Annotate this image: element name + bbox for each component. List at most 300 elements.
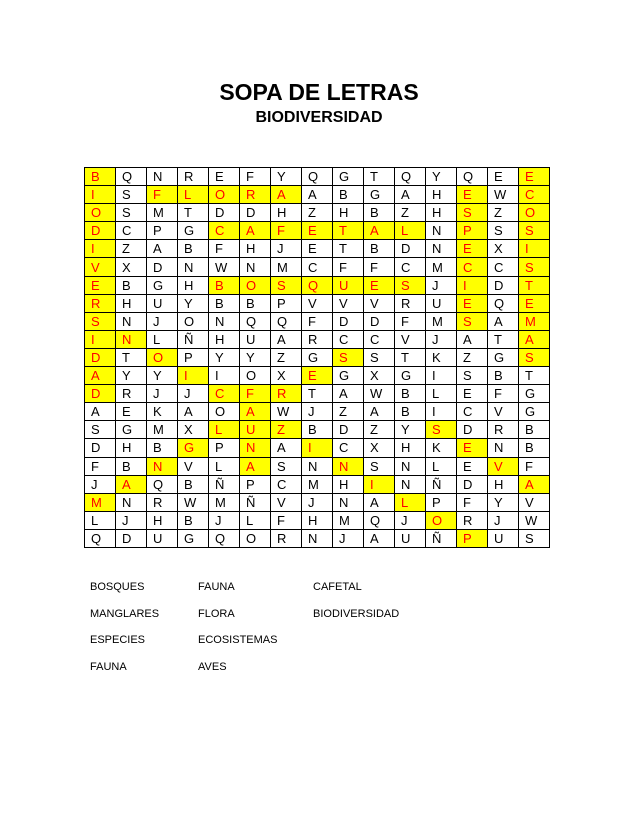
grid-cell: B [240, 294, 271, 312]
grid-cell: V [85, 258, 116, 276]
grid-cell: F [488, 385, 519, 403]
grid-cell: A [333, 385, 364, 403]
grid-cell: B [178, 475, 209, 493]
grid-cell: D [457, 421, 488, 439]
grid-cell: H [271, 204, 302, 222]
grid-cell: I [85, 186, 116, 204]
grid-cell: H [209, 330, 240, 348]
grid-cell: V [302, 294, 333, 312]
grid-cell: G [178, 222, 209, 240]
grid-cell: N [333, 457, 364, 475]
grid-cell: S [457, 367, 488, 385]
grid-cell: E [302, 240, 333, 258]
grid-cell: D [147, 258, 178, 276]
grid-cell: W [519, 511, 550, 529]
grid-row [85, 168, 550, 186]
grid-cell: M [426, 312, 457, 330]
grid-cell: B [364, 240, 395, 258]
grid-cell: S [519, 348, 550, 366]
grid-cell: N [147, 457, 178, 475]
grid-cell: G [488, 348, 519, 366]
grid-cell: L [395, 222, 426, 240]
grid-cell: O [209, 403, 240, 421]
grid-cell: S [519, 222, 550, 240]
grid-cell: Q [488, 294, 519, 312]
grid-cell: I [85, 330, 116, 348]
grid-cell: M [302, 475, 333, 493]
grid-cell: A [302, 186, 333, 204]
grid-cell: G [178, 529, 209, 547]
grid-cell: A [519, 475, 550, 493]
grid-cell: C [209, 222, 240, 240]
grid-cell: E [457, 294, 488, 312]
grid-cell: H [333, 475, 364, 493]
grid-cell: M [271, 258, 302, 276]
grid-cell: B [209, 276, 240, 294]
grid-cell: K [426, 348, 457, 366]
grid-cell: C [457, 258, 488, 276]
grid-cell: G [519, 385, 550, 403]
grid-cell: S [333, 348, 364, 366]
grid-cell: W [488, 186, 519, 204]
grid-cell: A [85, 367, 116, 385]
grid-cell: A [271, 186, 302, 204]
grid-cell: Q [147, 475, 178, 493]
grid-cell: B [519, 421, 550, 439]
grid-cell: H [395, 439, 426, 457]
grid-cell: Q [457, 168, 488, 186]
grid-cell: C [395, 258, 426, 276]
grid-cell: O [147, 348, 178, 366]
grid-cell: P [426, 493, 457, 511]
grid-cell: S [364, 457, 395, 475]
grid-cell: L [395, 493, 426, 511]
grid-cell: C [333, 439, 364, 457]
grid-cell: D [116, 529, 147, 547]
grid-cell: R [116, 385, 147, 403]
grid-cell: D [364, 312, 395, 330]
grid-cell: V [488, 457, 519, 475]
grid-cell: Q [302, 276, 333, 294]
grid-cell: X [116, 258, 147, 276]
grid-cell: E [457, 385, 488, 403]
word-list [90, 580, 433, 686]
grid-cell: N [333, 493, 364, 511]
grid-cell: Q [240, 312, 271, 330]
grid-cell: L [209, 421, 240, 439]
grid-cell: N [426, 222, 457, 240]
word-list-row [90, 633, 433, 660]
grid-cell: A [240, 403, 271, 421]
word-list-item: FAUNA [90, 660, 127, 673]
grid-row [85, 475, 550, 493]
grid-cell: N [116, 493, 147, 511]
grid-cell: C [116, 222, 147, 240]
grid-cell: A [178, 403, 209, 421]
grid-cell: R [147, 493, 178, 511]
grid-cell: D [209, 204, 240, 222]
grid-cell: J [271, 240, 302, 258]
grid-cell: E [519, 294, 550, 312]
grid-cell: H [426, 186, 457, 204]
grid-cell: H [116, 294, 147, 312]
grid-cell: O [178, 312, 209, 330]
grid-cell: M [426, 258, 457, 276]
grid-cell: A [364, 403, 395, 421]
grid-cell: A [364, 222, 395, 240]
grid-cell: C [302, 258, 333, 276]
page-subtitle: BIODIVERSIDAD [255, 109, 383, 126]
grid-cell: T [333, 222, 364, 240]
grid-cell: T [302, 385, 333, 403]
grid-cell: S [519, 529, 550, 547]
grid-cell: M [519, 312, 550, 330]
grid-cell: T [519, 367, 550, 385]
grid-cell: P [178, 348, 209, 366]
grid-cell: E [457, 439, 488, 457]
grid-cell: R [302, 330, 333, 348]
grid-cell: E [85, 276, 116, 294]
grid-cell: T [178, 204, 209, 222]
word-list-row [90, 580, 433, 607]
grid-cell: J [147, 312, 178, 330]
grid-cell: N [302, 457, 333, 475]
grid-cell: T [116, 348, 147, 366]
grid-cell: S [426, 421, 457, 439]
grid-cell: M [333, 511, 364, 529]
grid-cell: J [488, 511, 519, 529]
grid-cell: D [488, 276, 519, 294]
grid-cell: O [519, 204, 550, 222]
grid-cell: D [333, 421, 364, 439]
grid-cell: V [333, 294, 364, 312]
grid-cell: R [240, 186, 271, 204]
grid-row [85, 276, 550, 294]
grid-cell: V [488, 403, 519, 421]
word-search-grid [84, 167, 550, 548]
grid-cell: V [271, 493, 302, 511]
grid-row [85, 457, 550, 475]
grid-cell: U [240, 330, 271, 348]
grid-cell: G [178, 439, 209, 457]
grid-cell: N [395, 475, 426, 493]
word-list-item: FAUNA [198, 581, 235, 593]
grid-cell: O [240, 529, 271, 547]
grid-cell: A [116, 475, 147, 493]
grid-cell: Ñ [240, 493, 271, 511]
grid-row [85, 367, 550, 385]
grid-cell: P [240, 475, 271, 493]
grid-row [85, 348, 550, 366]
grid-cell: P [457, 529, 488, 547]
grid-cell: Z [116, 240, 147, 258]
grid-cell: S [116, 186, 147, 204]
grid-cell: D [85, 222, 116, 240]
grid-cell: B [85, 168, 116, 186]
grid-cell: J [395, 511, 426, 529]
grid-cell: S [364, 348, 395, 366]
grid-cell: O [426, 511, 457, 529]
grid-cell: Q [85, 529, 116, 547]
grid-cell: A [240, 457, 271, 475]
grid-cell: B [395, 403, 426, 421]
grid-row [85, 240, 550, 258]
grid-cell: X [364, 439, 395, 457]
grid-cell: C [364, 330, 395, 348]
grid-cell: Z [302, 204, 333, 222]
grid-row [85, 294, 550, 312]
grid-cell: F [240, 385, 271, 403]
grid-cell: Q [395, 168, 426, 186]
grid-cell: E [457, 457, 488, 475]
grid-cell: G [395, 367, 426, 385]
grid-cell: P [147, 222, 178, 240]
grid-cell: M [147, 421, 178, 439]
grid-cell: I [85, 240, 116, 258]
grid-cell: H [147, 511, 178, 529]
grid-cell: M [209, 493, 240, 511]
grid-cell: V [519, 493, 550, 511]
grid-cell: O [240, 276, 271, 294]
grid-cell: Y [240, 348, 271, 366]
grid-cell: I [178, 367, 209, 385]
word-list-item: CAFETAL [313, 581, 362, 593]
word-list-item: ESPECIES [90, 634, 146, 646]
grid-cell: Q [302, 168, 333, 186]
grid-cell: U [147, 294, 178, 312]
grid-cell: U [240, 421, 271, 439]
grid-cell: J [426, 330, 457, 348]
grid-cell: Z [488, 204, 519, 222]
grid-cell: H [302, 511, 333, 529]
grid-cell: M [85, 493, 116, 511]
grid-cell: B [209, 294, 240, 312]
grid-cell: F [395, 312, 426, 330]
grid-cell: I [426, 367, 457, 385]
grid-row [85, 421, 550, 439]
grid-cell: P [457, 222, 488, 240]
grid-cell: L [209, 457, 240, 475]
grid-cell: J [209, 511, 240, 529]
grid-cell: O [209, 186, 240, 204]
grid-cell: N [209, 312, 240, 330]
grid-cell: N [116, 330, 147, 348]
grid-cell: I [364, 475, 395, 493]
grid-cell: V [395, 330, 426, 348]
grid-cell: R [457, 511, 488, 529]
word-list-item: MANGLARES [90, 607, 160, 620]
grid-cell: F [271, 511, 302, 529]
grid-cell: G [116, 421, 147, 439]
grid-cell: A [395, 186, 426, 204]
grid-cell: A [488, 312, 519, 330]
grid-cell: J [85, 475, 116, 493]
grid-cell: N [147, 168, 178, 186]
grid-cell: T [519, 276, 550, 294]
grid-cell: G [333, 367, 364, 385]
word-list-item: AVES [198, 660, 227, 673]
grid-cell: B [116, 276, 147, 294]
grid-row [85, 385, 550, 403]
grid-cell: W [209, 258, 240, 276]
grid-cell: B [364, 204, 395, 222]
grid-cell: F [85, 457, 116, 475]
grid-cell: Q [209, 529, 240, 547]
grid-cell: A [271, 330, 302, 348]
grid-cell: V [178, 457, 209, 475]
page-title: SOPA DE LETRAS [219, 79, 419, 105]
grid-cell: S [395, 276, 426, 294]
grid-cell: I [426, 403, 457, 421]
grid-cell: N [240, 258, 271, 276]
grid-cell: X [488, 240, 519, 258]
grid-cell: D [85, 439, 116, 457]
grid-cell: F [302, 312, 333, 330]
grid-cell: C [457, 403, 488, 421]
word-list-item: BIODIVERSIDAD [313, 607, 400, 620]
grid-cell: F [333, 258, 364, 276]
word-list-row [90, 660, 433, 687]
grid-cell: R [488, 421, 519, 439]
grid-cell: A [240, 222, 271, 240]
grid-cell: N [116, 312, 147, 330]
grid-cell: H [178, 276, 209, 294]
grid-cell: I [209, 367, 240, 385]
grid-cell: U [395, 529, 426, 547]
word-list-row [90, 607, 433, 634]
grid-cell: R [271, 529, 302, 547]
grid-cell: R [178, 168, 209, 186]
grid-cell: F [457, 493, 488, 511]
grid-cell: N [488, 439, 519, 457]
grid-cell: P [209, 439, 240, 457]
grid-cell: G [519, 403, 550, 421]
grid-cell: Ñ [426, 529, 457, 547]
grid-cell: A [519, 330, 550, 348]
grid-cell: L [426, 385, 457, 403]
grid-cell: P [271, 294, 302, 312]
grid-cell: C [271, 475, 302, 493]
grid-cell: Z [271, 421, 302, 439]
grid-cell: J [147, 385, 178, 403]
grid-cell: D [240, 204, 271, 222]
grid-cell: H [426, 204, 457, 222]
grid-cell: R [85, 294, 116, 312]
grid-cell: Y [271, 168, 302, 186]
grid-row [85, 403, 550, 421]
grid-row [85, 186, 550, 204]
grid-cell: N [240, 439, 271, 457]
grid-cell: L [178, 186, 209, 204]
grid-row [85, 258, 550, 276]
grid-cell: Y [395, 421, 426, 439]
grid-cell: X [364, 367, 395, 385]
grid-cell: E [519, 168, 550, 186]
grid-cell: B [147, 439, 178, 457]
grid-cell: Z [457, 348, 488, 366]
grid-cell: B [395, 385, 426, 403]
grid-cell: L [147, 330, 178, 348]
grid-cell: D [333, 312, 364, 330]
grid-cell: S [271, 276, 302, 294]
grid-cell: U [333, 276, 364, 294]
grid-cell: V [364, 294, 395, 312]
grid-cell: I [519, 240, 550, 258]
grid-cell: L [85, 511, 116, 529]
grid-cell: N [178, 258, 209, 276]
grid-cell: O [240, 367, 271, 385]
grid-cell: B [488, 367, 519, 385]
grid-cell: Q [271, 312, 302, 330]
grid-row [85, 529, 550, 547]
grid-cell: Q [364, 511, 395, 529]
grid-cell: F [271, 222, 302, 240]
grid-cell: Z [395, 204, 426, 222]
grid-cell: J [178, 385, 209, 403]
grid-cell: A [271, 439, 302, 457]
grid-cell: C [209, 385, 240, 403]
grid-cell: K [426, 439, 457, 457]
grid-cell: A [147, 240, 178, 258]
grid-cell: S [85, 312, 116, 330]
grid-cell: Y [426, 168, 457, 186]
grid-cell: Ñ [209, 475, 240, 493]
grid-cell: G [147, 276, 178, 294]
grid-cell: W [178, 493, 209, 511]
grid-cell: L [240, 511, 271, 529]
grid-cell: C [333, 330, 364, 348]
grid-cell: S [488, 222, 519, 240]
grid-row [85, 330, 550, 348]
grid-cell: T [488, 330, 519, 348]
grid-cell: W [364, 385, 395, 403]
grid-cell: M [147, 204, 178, 222]
grid-cell: B [178, 240, 209, 258]
grid-cell: J [333, 529, 364, 547]
grid-cell: E [302, 367, 333, 385]
grid-cell: E [457, 186, 488, 204]
grid-row [85, 511, 550, 529]
grid-cell: E [457, 240, 488, 258]
grid-cell: B [519, 439, 550, 457]
grid-cell: B [116, 457, 147, 475]
grid-cell: D [85, 348, 116, 366]
grid-cell: Z [364, 421, 395, 439]
grid-cell: N [426, 240, 457, 258]
grid-cell: U [147, 529, 178, 547]
grid-cell: D [457, 475, 488, 493]
grid-cell: F [364, 258, 395, 276]
grid-cell: H [333, 204, 364, 222]
grid-cell: X [271, 367, 302, 385]
grid-cell: A [364, 529, 395, 547]
grid-cell: R [395, 294, 426, 312]
grid-cell: B [178, 511, 209, 529]
grid-cell: A [457, 330, 488, 348]
grid-cell: Y [488, 493, 519, 511]
grid-cell: Ñ [178, 330, 209, 348]
grid-row [85, 439, 550, 457]
grid-row [85, 493, 550, 511]
grid-cell: Z [333, 403, 364, 421]
grid-cell: A [85, 403, 116, 421]
grid-cell: S [85, 421, 116, 439]
grid-cell: E [209, 168, 240, 186]
grid-cell: B [302, 421, 333, 439]
grid-cell: I [457, 276, 488, 294]
grid-cell: G [302, 348, 333, 366]
grid-cell: T [364, 168, 395, 186]
